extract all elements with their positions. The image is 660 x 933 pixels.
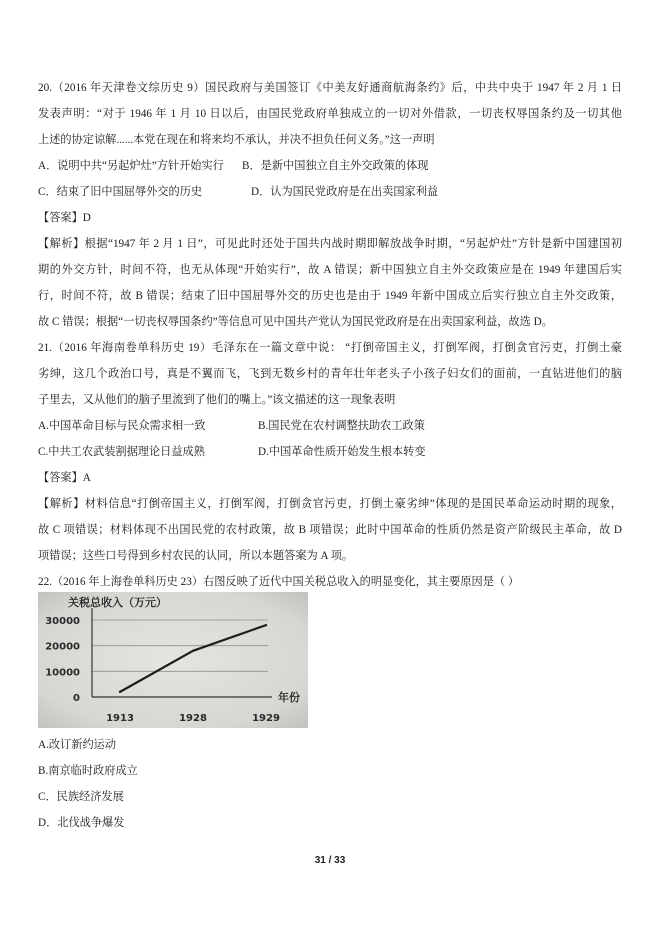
y-tick-label: 0 (73, 693, 80, 704)
answer: 【答案】A (38, 472, 91, 484)
question-stem-line: 21.（2016 年海南卷单科历史 19）毛泽东在一篇文章中说： “打倒帝国主义，打倒军阀，打倒贪官污吏，打倒土豪 (38, 342, 622, 354)
analysis-line: 项错误；这些口号得到乡村农民的认同，所以本题答案为 A 项。 (38, 550, 354, 562)
options-row (38, 179, 622, 205)
analysis-line: 【解析】材料信息“打倒帝国主义，打倒军阀，打倒贪官污吏，打倒土豪劣绅”体现的是国民革命运动时期的现象， (38, 498, 622, 510)
question-20 (38, 75, 622, 335)
data-point (119, 691, 121, 693)
customs-revenue-chart (38, 595, 622, 732)
option-a: A．说明中共“另起炉灶”方针开始实行 (38, 160, 224, 172)
question-stem-line: 20.（2016 年天津卷文综历史 9）国民政府与美国签订《中美友好通商航海条约》后，中共中央于 1947 年 2 月 1 日 (38, 82, 622, 94)
option-b: B．是新中国独立自主外交政策的体现 (242, 160, 429, 172)
option-d: D．认为国民党政府是在出卖国家利益 (251, 186, 439, 198)
analysis-line: 故 C 错误；根据“一切丧权辱国条约”等信息可见中国共产党认为国民党政府是在出卖国家利益，故选 D。 (38, 316, 553, 328)
question-stem-line: 子里去，又从他们的脑子里流到了他们的嘴上。”该文描述的这一现象表明 (38, 394, 396, 406)
options-row (38, 439, 622, 465)
x-axis-label: 年份 (278, 691, 300, 704)
option-a: A.改订新约运动 (38, 739, 117, 751)
analysis-line: 行，时间不符，故 B 错误；结束了旧中国屈辱外交的历史也是由于 1949 年新中国成立后实行独立自主外交政策， (38, 290, 622, 302)
question-stem-line: 发表声明：“对于 1946 年 1 月 10 日以后，由国民党政府单独成立的一切对外借款，一切丧权辱国条约及一切其他 (38, 108, 622, 120)
question-stem-line: 劣绅，这几个政治口号，真是不翼而飞，飞到无数乡村的青年壮年老头子小孩子妇女们的面前，一直钻进他们的脑 (38, 368, 622, 380)
y-tick-label: 20000 (45, 641, 80, 653)
analysis-line: 期的外交方针，时间不符，也无从体现“开始实行”，故 A 错误；新中国独立自主外交政策应是在 1949 年建国后实 (38, 264, 622, 276)
chart-svg (38, 592, 308, 728)
page-number: 31 / 33 (314, 855, 346, 866)
option-c: C．民族经济发展 (38, 791, 124, 803)
option-b: B.南京临时政府成立 (38, 765, 138, 777)
option-b: B.国民党在农村调整扶助农工政策 (258, 420, 425, 432)
y-tick-label: 10000 (45, 667, 80, 679)
option-a: A.中国革命目标与民众需求相一致 (38, 420, 206, 432)
chart-background (38, 592, 308, 728)
option-c: C.中共工农武装割据理论日益成熟 (38, 446, 205, 458)
analysis-line: 【解析】根据“1947 年 2 月 1 日”，可见此时还处于国共内战时期即解放战争时期，“另起炉灶”方针是新中国建国初 (38, 238, 622, 250)
y-tick-label: 30000 (45, 616, 80, 627)
analysis-line: 故 C 项错误；材料体现不出国民党的农村政策，故 B 项错误；此时中国革命的性质仍然是资产阶级民主革命，故 D (38, 524, 622, 536)
data-point (265, 624, 267, 626)
option-d: D．北伐战争爆发 (38, 817, 125, 829)
question-stem-line: 22.（2016 年上海卷单科历史 23）右图反映了近代中国关税总收入的明显变化，其主要原因是（ ） (38, 576, 520, 588)
option-d: D.中国革命性质开始发生根本转变 (258, 446, 426, 458)
question-stem-line: 上述的协定谅解......本党在现在和将来均不承认，并决不担负任何义务。”这一声明 (38, 134, 435, 146)
question-22 (38, 569, 622, 836)
x-tick-label: 1928 (179, 713, 207, 724)
question-21 (38, 335, 622, 569)
page-content (38, 75, 622, 836)
chart-title: 关税总收入（万元） (68, 596, 167, 609)
x-tick-label: 1929 (252, 713, 280, 724)
data-point (192, 650, 194, 652)
x-tick-label: 1913 (106, 713, 134, 724)
options-row (38, 413, 622, 439)
answer: 【答案】D (38, 212, 91, 224)
option-c: C．结束了旧中国屈辱外交的历史 (38, 186, 203, 198)
options-row (38, 153, 622, 179)
